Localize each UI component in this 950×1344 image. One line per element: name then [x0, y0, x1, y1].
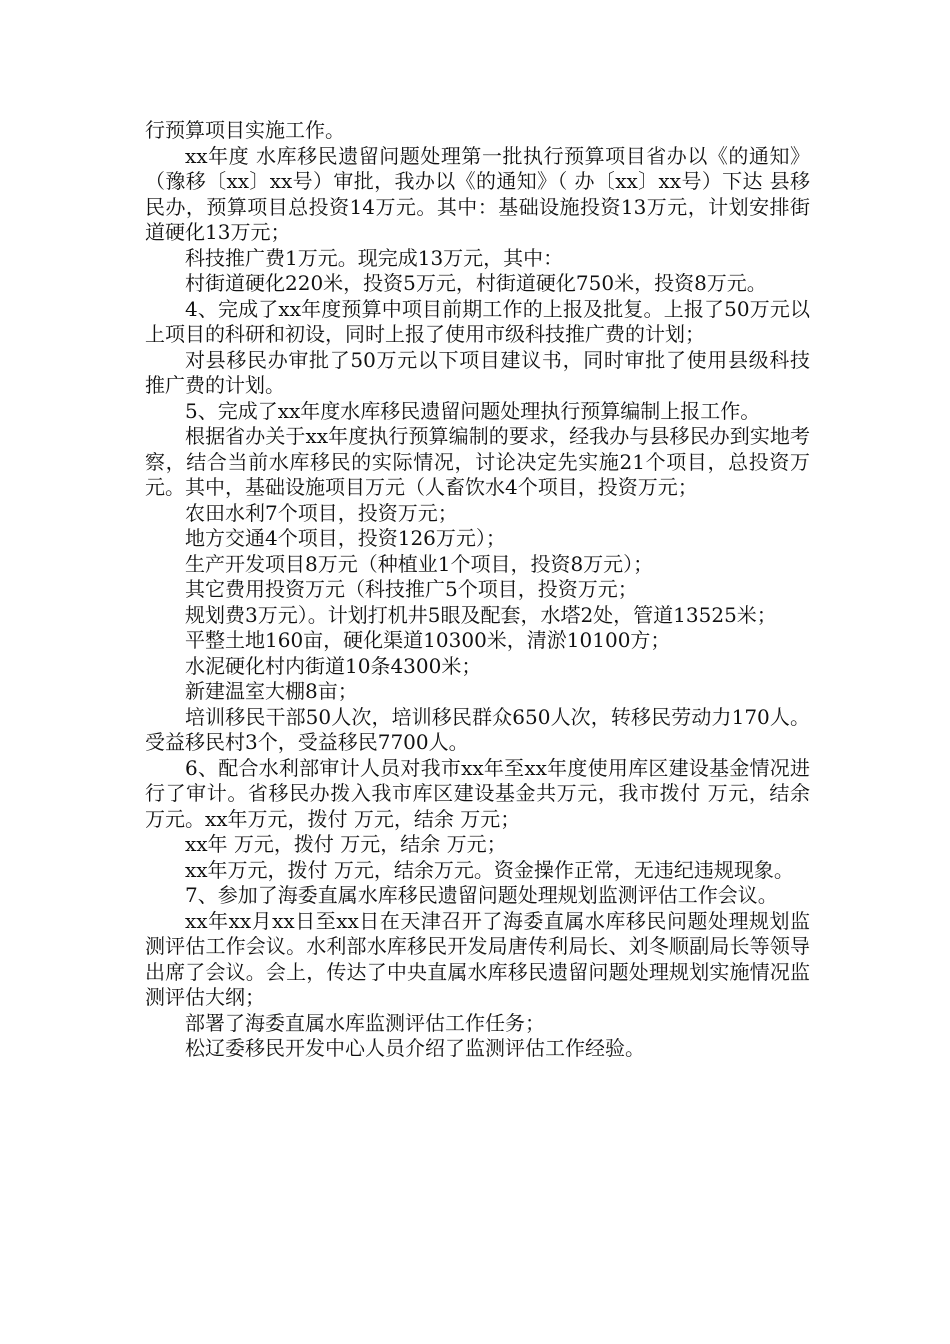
paragraph: 地方交通4个项目，投资126万元）； [185, 526, 506, 550]
paragraph: 4、完成了xx年度预算中项目前期工作的上报及批复。上报了50万元以上项目的科研和初设，同时上报了使用市级科技推广费的计划； [145, 296, 810, 346]
paragraph: 行预算项目实施工作。 [145, 118, 345, 142]
paragraph: 农田水利7个项目，投资万元； [185, 500, 458, 525]
paragraph: 7、参加了海委直属水库移民遗留问题处理规划监测评估工作会议。 [185, 883, 778, 907]
paragraph: 村街道硬化220米，投资5万元，村街道硬化750米，投资8万元。 [185, 271, 767, 295]
paragraph: 规划费3万元）。计划打机井5眼及配套，水塔2处，管道13525米； [185, 602, 777, 627]
paragraph: 科技推广费1万元。现完成13万元，其中： [185, 245, 564, 270]
paragraph: 平整土地160亩，硬化渠道10300米，清淤10100方； [185, 628, 671, 652]
paragraph: 其它费用投资万元（科技推广5个项目，投资万元； [185, 577, 638, 601]
paragraph: 松辽委移民开发中心人员介绍了监测评估工作经验。 [185, 1036, 645, 1060]
paragraph: 新建温室大棚8亩； [185, 679, 358, 703]
paragraph: 生产开发项目8万元（种植业1个项目，投资8万元）； [185, 551, 654, 576]
paragraph: 水泥硬化村内街道10条4300米； [185, 653, 482, 678]
paragraph: xx年xx月xx日至xx日在天津召开了海委直属水库移民问题处理规划监测评估工作会议。水利部水库移民开发局唐传利局长、刘冬顺副局长等领导出席了会议。会上，传达了中央直属水库移民遗留问题处理规划实施情况监测评估大纲； [145, 908, 810, 1009]
paragraph: xx年度 水库移民遗留问题处理第一批执行预算项目省办以《的通知》（豫移〔xx〕xx号）审批，我办以《的通知》（ 办〔xx〕xx号）下达 县移民办，预算项目总投资14万元。其中：基础设施投资13万元，计划安排街道硬化13万元； [145, 143, 810, 244]
paragraph: 培训移民干部50人次，培训移民群众650人次，转移民劳动力170人。受益移民村3个，受益移民7700人。 [145, 704, 810, 754]
paragraph: 对县移民办审批了50万元以下项目建议书，同时审批了使用县级科技推广费的计划。 [145, 347, 810, 397]
paragraph: 5、完成了xx年度水库移民遗留问题处理执行预算编制上报工作。 [185, 398, 761, 423]
paragraph: 6、配合水利部审计人员对我市xx年至xx年度使用库区建设基金情况进行了审计。省移民办拨入我市库区建设基金共万元，我市拨付 万元，结余 万元。xx年万元，拨付 万元，结余 万元； [145, 755, 810, 831]
document-body [145, 118, 810, 1062]
paragraph: xx年万元，拨付 万元，结余万元。资金操作正常，无违纪违规现象。 [185, 857, 794, 882]
paragraph: 部署了海委直属水库监测评估工作任务； [185, 1010, 545, 1035]
paragraph: xx年 万元，拨付 万元，结余 万元； [185, 832, 507, 856]
paragraph: 根据省办关于xx年度执行预算编制的要求，经我办与县移民办到实地考察，结合当前水库移民的实际情况，讨论决定先实施21个项目，总投资万元。其中，基础设施项目万元（人畜饮水4个项目，投资万元； [145, 424, 810, 499]
